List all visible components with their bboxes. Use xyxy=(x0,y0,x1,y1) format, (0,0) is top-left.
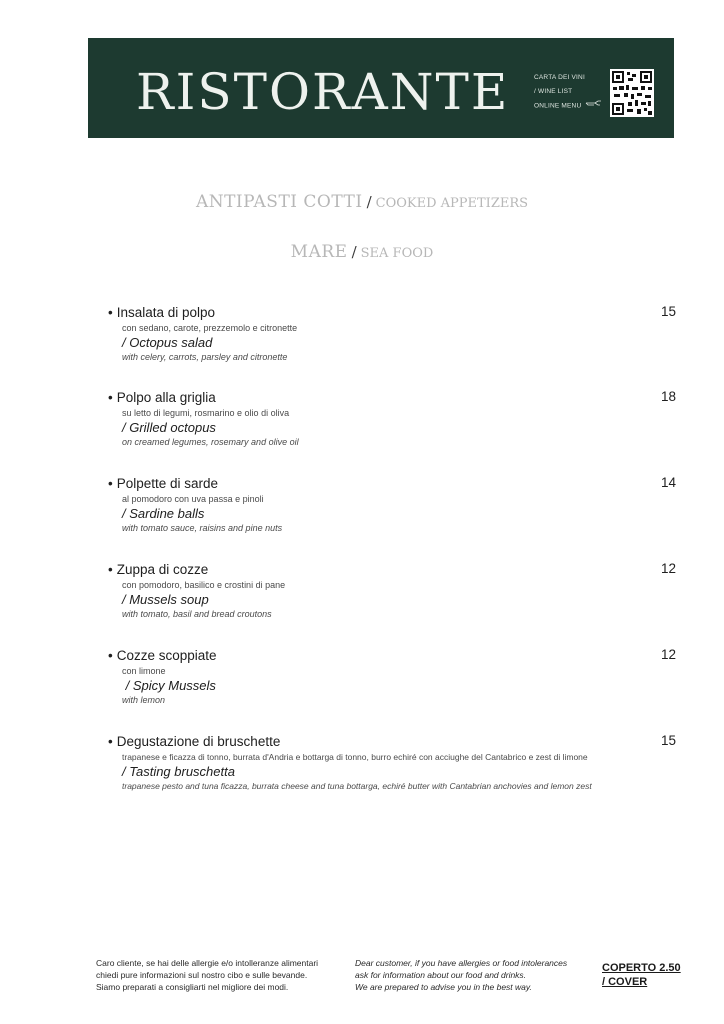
item-name-en: / Sardine balls xyxy=(122,506,205,521)
item-price: 15 xyxy=(660,733,676,748)
item-name: Degustazione di bruschette xyxy=(116,734,281,749)
section-separator: / xyxy=(366,193,372,211)
subsection-heading xyxy=(0,242,724,262)
item-description-en: with tomato sauce, raisins and pine nuts xyxy=(122,523,283,533)
item-name-en: / Mussels soup xyxy=(122,592,209,607)
item-name: Cozze scoppiate xyxy=(116,648,217,663)
item-description-en: on creamed legumes, rosemary and olive oil xyxy=(122,437,299,447)
item-description-en: with celery, carrots, parsley and citronette xyxy=(122,352,288,362)
item-description: con sedano, carote, prezzemolo e citronette xyxy=(122,323,298,333)
allergy-note-it xyxy=(96,957,346,993)
allergy-note-line: ask for information about our food and drinks. xyxy=(355,970,527,980)
cover-charge xyxy=(602,961,681,989)
item-price: 14 xyxy=(660,475,676,490)
allergy-note-en xyxy=(355,957,595,993)
item-name-en: / Grilled octopus xyxy=(122,420,216,435)
allergy-note-line: Siamo preparati a consigliarti nel migliore dei modi. xyxy=(96,982,289,992)
item-name: Polpette di sarde xyxy=(116,476,219,491)
item-description: con pomodoro, basilico e crostini di pane xyxy=(122,580,286,590)
wine-list-link-en[interactable]: / WINE LIST xyxy=(534,88,573,95)
allergy-note-line: We are prepared to advise you in the best way. xyxy=(355,982,532,992)
item-price: 18 xyxy=(660,389,676,404)
item-name: Polpo alla griglia xyxy=(116,390,216,405)
item-description-en: with lemon xyxy=(122,695,166,705)
section-title-en: COOKED APPETIZERS xyxy=(375,196,529,211)
header-banner xyxy=(88,38,674,138)
cover-charge-it: COPERTO 2.50 xyxy=(602,962,681,974)
menu-item: • Polpette di sarde 14 al pomodoro con uva passa e pinoli / Sardine balls with tomato sauce, raisins and pine nuts xyxy=(108,475,676,533)
item-name-en: / Octopus salad xyxy=(122,335,213,350)
section-heading xyxy=(0,192,724,212)
online-links xyxy=(534,71,603,114)
item-description-en: trapanese pesto and tuna ficazza, burrata cheese and tuna bottarga, echiré butter with Cantabrian anchovies and lemon zest xyxy=(122,781,592,791)
item-name-en: / Tasting bruschetta xyxy=(122,764,235,779)
allergy-note-line: Dear customer, if you have allergies or food intolerances xyxy=(355,958,568,968)
menu-item: • Insalata di polpo 15 con sedano, carote, prezzemolo e citronette / Octopus salad with celery, carrots, parsley and citronette xyxy=(108,304,676,362)
item-price: 15 xyxy=(660,304,676,319)
restaurant-logo: RISTORANTE xyxy=(136,63,510,121)
item-name: Insalata di polpo xyxy=(116,305,216,320)
wine-list-link[interactable]: CARTA DEI VINI xyxy=(534,74,585,81)
item-description-en: with tomato, basil and bread croutons xyxy=(122,609,272,619)
subsection-title-it: MARE xyxy=(290,242,348,262)
item-description: trapanese e ficazza di tonno, burrata d'Andria e bottarga di tonno, burro echiré con acciughe del Cantabrico e zest di limone xyxy=(122,752,588,762)
allergy-note-line: Caro cliente, se hai delle allergie e/o intolleranze alimentari xyxy=(96,958,319,968)
item-name: Zuppa di cozze xyxy=(116,562,209,577)
menu-item: • Cozze scoppiate 12 con limone / Spicy Mussels with lemon xyxy=(108,647,676,705)
menu-item: • Zuppa di cozze 12 con pomodoro, basilico e crostini di pane / Mussels soup with tomato, basil and bread croutons xyxy=(108,561,676,619)
cover-charge-en: / COVER xyxy=(602,976,648,988)
menu-item: • Degustazione di bruschette 15 trapanese e ficazza di tonno, burrata d'Andria e bottarga di tonno, burro echiré con acciughe del Cantabrico e zest di limone / Tasting bruschetta trapanese pesto and tuna ficazza, burrata cheese and tuna bottarga, echiré butter with Cantabrian anchovies and lemon zest xyxy=(108,733,676,791)
subsection-title-en: SEA FOOD xyxy=(360,246,434,261)
allergy-note-line: chiedi pure informazioni sul nostro cibo e sulle bevande. xyxy=(96,970,308,980)
section-title-it: ANTIPASTI COTTI xyxy=(195,192,363,212)
subsection-separator: / xyxy=(351,243,357,261)
item-description: su letto di legumi, rosmarino e olio di oliva xyxy=(122,408,290,418)
pointing-hand-icon xyxy=(585,99,603,113)
qr-code-icon[interactable] xyxy=(610,69,654,117)
item-description: con limone xyxy=(122,666,166,676)
item-description: al pomodoro con uva passa e pinoli xyxy=(122,494,264,504)
menu-item: • Polpo alla griglia 18 su letto di legumi, rosmarino e olio di oliva / Grilled octopus on creamed legumes, rosemary and olive oil xyxy=(108,389,676,447)
online-menu-link[interactable]: ONLINE MENU xyxy=(534,99,603,114)
item-price: 12 xyxy=(660,647,676,662)
item-name-en: / Spicy Mussels xyxy=(122,678,216,693)
item-price: 12 xyxy=(660,561,676,576)
